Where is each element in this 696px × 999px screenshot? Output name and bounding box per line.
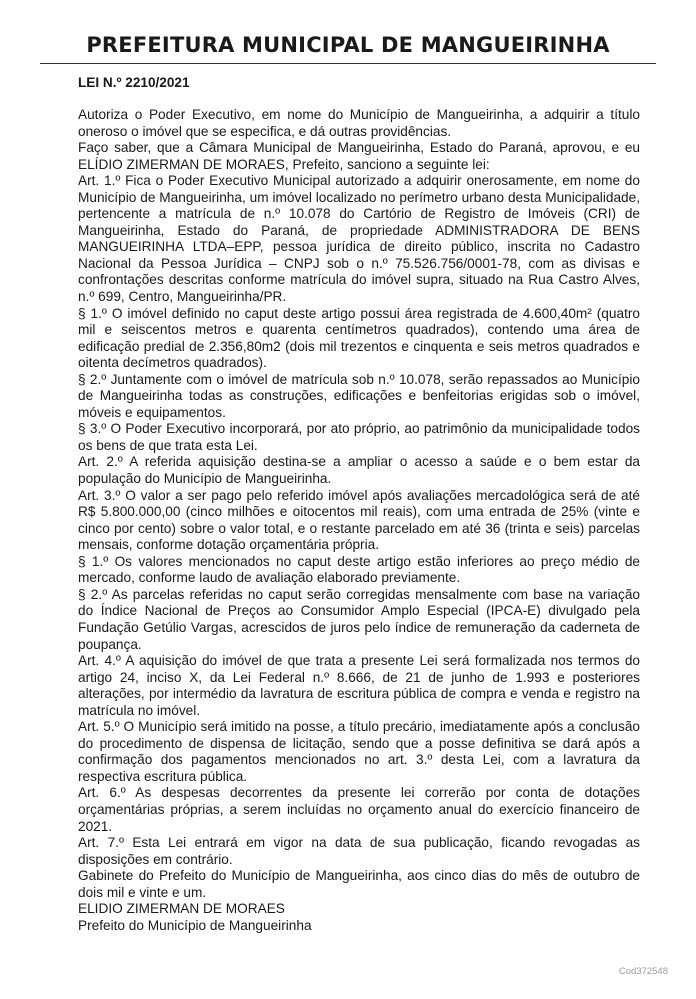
article-2: Art. 2.º A referida aquisição destina-se a ampliar o acesso a saúde e o bem estar da população do Município de Mangueirinha. — [78, 454, 640, 487]
article-3-paragraph-2: § 2.º As parcelas referidas no caput serão corregidas mensalmente com base na variação do Índice Nacional de Preços ao Consumidor Amplo Especial (IPCA-E) divulgado pela Fundação Getúlio Vargas, acrescidos de juros pelo índice de remuneração da caderneta de poupança. — [78, 586, 640, 652]
law-body — [78, 107, 640, 934]
document-code: Cod372548 — [618, 966, 668, 977]
article-1-paragraph-3: § 3.º O Poder Executivo incorporará, por ato próprio, ao patrimônio da municipalidade todos os bens de que trata esta Lei. — [78, 421, 640, 453]
article-5: Art. 5.º O Município será imitido na posse, a título precário, imediatamente após a conclusão do procedimento de dispensa de licitação, sendo que a posse definitiva se dará após a confirmação dos pagamentos mencionados no art. 3.º desta Lei, com a lavratura da respectiva escritura pública. — [78, 719, 640, 784]
title-divider — [40, 63, 656, 64]
summary-paragraph: Autoriza o Poder Executivo, em nome do Município de Mangueirinha, a adquirir a título oneroso o imóvel que se especifica, e dá outras providências. — [78, 107, 640, 139]
page-title: PREFEITURA MUNICIPAL DE MANGUEIRINHA — [86, 33, 610, 57]
signature-role: Prefeito do Município de Mangueirinha — [78, 917, 312, 933]
law-number: LEI N.º 2210/2021 — [78, 75, 190, 90]
article-3: Art. 3.º O valor a ser pago pelo referido imóvel após avaliações mercadológica será de até R$ 5.800.000,00 (cinco milhões e oitocentos mil reais), com uma entrada de 25% (vinte e cinco por cento) sobre o valor total, e o restante parcelado em até 36 (trinta e seis) parcelas mensais, conforme dotação orçamentária própria. — [78, 487, 640, 553]
closing-paragraph: Gabinete do Prefeito do Município de Mangueirinha, aos cinco dias do mês de outubro de dois mil e vinte e um. — [78, 868, 640, 900]
article-1-paragraph-2: § 2.º Juntamente com o imóvel de matrícula sob n.º 10.078, serão repassados ao Município de Mangueirinha todas as construções, edificações e benfeitorias erigidas sob o imóvel, móveis e equipamentos. — [78, 371, 640, 420]
article-7: Art. 7.º Esta Lei entrará em vigor na data de sua publicação, ficando revogadas as disposições em contrário. — [78, 835, 640, 867]
article-6: Art. 6.º As despesas decorrentes da presente lei correrão por conta de dotações orçamentárias próprias, a serem incluídas no orçamento anual do exercício financeiro de 2021. — [78, 785, 640, 834]
article-1: Art. 1.º Fica o Poder Executivo Municipal autorizado a adquirir onerosamente, em nome do Município de Mangueirinha, um imóvel localizado no perímetro urbano desta Municipalidade, pertencente a matrícula de n.º 10.078 do Cartório de Registro de Imóveis (CRI) de Mangueirinha, Estado do Paraná, de propriedade ADMINISTRADORA DE BENS MANGUEIRINHA LTDA–EPP, pessoa jurídica de direito público, inscrita no Cadastro Nacional da Pessoa Jurídica – CNPJ sob o n.º 75.526.756/0001-78, com as divisas e confrontações descritas conforme matrícula do imóvel supra, situado na Rua Castro Alves, n.º 699, Centro, Mangueirinha/PR. — [78, 173, 640, 305]
article-1-paragraph-1: § 1.º O imóvel definido no caput deste artigo possui área registrada de 4.600,40m² (quatro mil e seiscentos metros e quarenta centímetros quadrados), contendo uma área de edificação predial de 2.356,80m2 (dois mil trezentos e cinquenta e seis metros quadrados e oitenta decímetros quadrados). — [78, 305, 640, 371]
article-4: Art. 4.º A aquisição do imóvel de que trata a presente Lei será formalizada nos termos do artigo 24, inciso X, da Lei Federal n.º 8.666, de 21 de junho de 1.993 e posteriores alterações, por intermédio da lavratura de escritura pública de compra e venda e registro na matrícula no imóvel. — [78, 653, 640, 718]
signature-name: ELIDIO ZIMERMAN DE MORAES — [78, 901, 285, 917]
article-3-paragraph-1: § 1.º Os valores mencionados no caput deste artigo estão inferiores ao preço médio de mercado, conforme laudo de avaliação elaborado previamente. — [78, 553, 640, 586]
enactment-paragraph: Faço saber, que a Câmara Municipal de Mangueirinha, Estado do Paraná, aprovou, e eu ELÍDIO ZIMERMAN DE MORAES, Prefeito, sanciono a seguinte lei: — [78, 140, 640, 172]
